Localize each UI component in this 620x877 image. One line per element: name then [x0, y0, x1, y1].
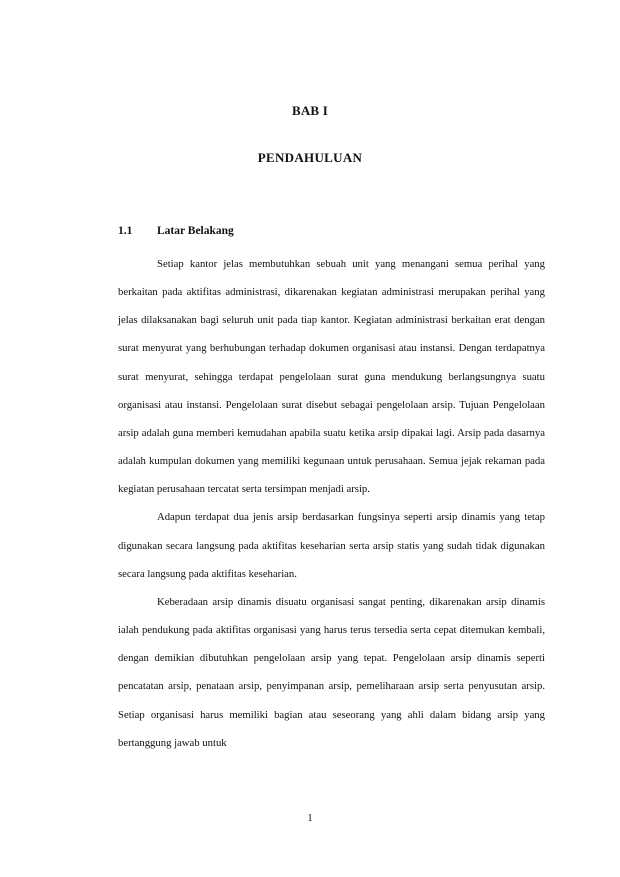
chapter-number: BAB I	[291, 103, 329, 118]
section-heading	[118, 225, 234, 237]
paragraph: Adapun terdapat dua jenis arsip berdasarkan fungsinya seperti arsip dinamis yang tetap digunakan secara langsung pada aktifitas keseharian serta arsip statis yang sudah tidak digunakan secara langsung pada aktifitas keseharian.	[118, 511, 545, 580]
paragraph: Keberadaan arsip dinamis disuatu organisasi sangat penting, dikarenakan arsip dinamis ialah pendukung pada aktifitas organisasi yang harus terus tersedia serta cepat ditemukan kembali, dengan demikian dibutuhkan pengelolaan arsip yang tepat. Pengelolaan arsip dinamis seperti pencatatan arsip, penataan arsip, penyimpanan arsip, pemeliharaan arsip serta penyusutan arsip. Setiap organisasi harus memiliki bagian atau seseorang yang ahli dalam bidang arsip yang bertanggung jawab untuk	[118, 595, 545, 749]
body-text	[118, 250, 545, 757]
paragraph: Setiap kantor jelas membutuhkan sebuah unit yang menangani semua perihal yang berkaitan pada aktifitas administrasi, dikarenakan kegiatan administrasi merupakan perihal yang jelas dilaksanakan bagi seluruh unit pada tiap kantor. Kegiatan administrasi berkaitan erat dengan surat menyurat yang berhubungan terhadap dokumen organisasi atau instansi. Dengan terdapatnya surat menyurat, sehingga terdapat pengelolaan surat guna mendukung berlangsungnya suatu organisasi atau instansi. Pengelolaan surat disebut sebagai pengelolaan arsip. Tujuan Pengelolaan arsip adalah guna memberi kemudahan apabila suatu ketika arsip dipakai lagi. Arsip pada dasarnya adalah kumpulan dokumen yang memiliki kegunaan untuk perusahaan. Semua jejak rekaman pada kegiatan perusahaan tercatat serta tersimpan menjadi arsip.	[118, 258, 545, 496]
section-number: 1.1	[118, 225, 133, 237]
page-number: 1	[307, 813, 313, 824]
chapter-title: PENDAHULUAN	[257, 150, 363, 165]
section-title: Latar Belakang	[157, 225, 234, 237]
